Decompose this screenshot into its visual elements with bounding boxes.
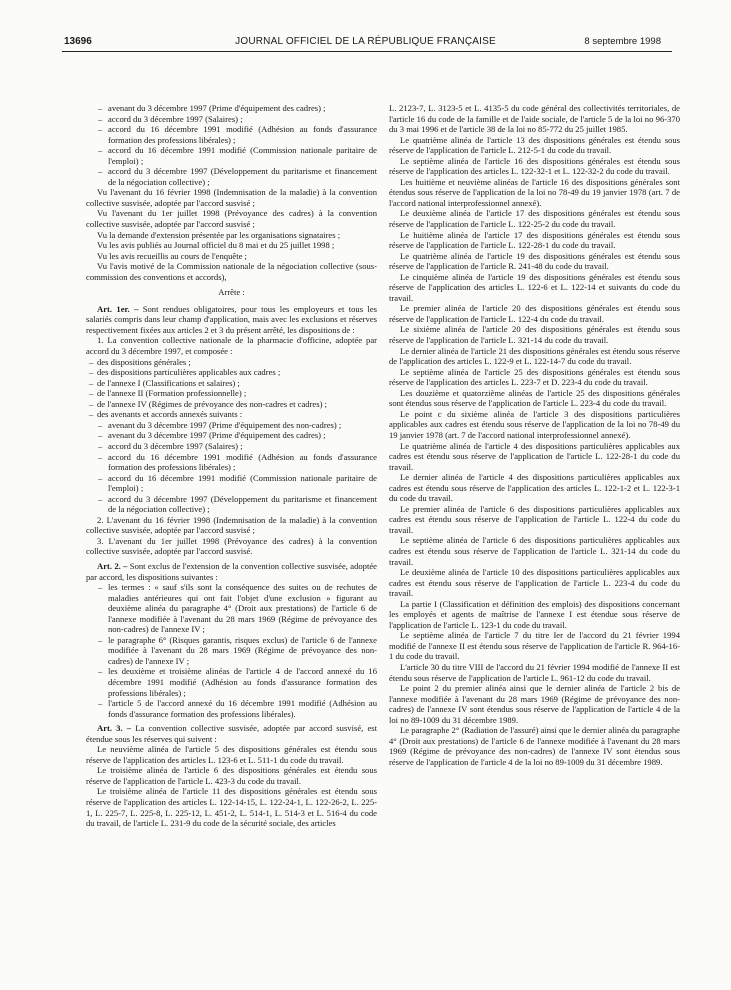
list-item <box>86 166 377 187</box>
article-label: Art. 3. – <box>97 723 132 734</box>
dash-marker: – <box>89 377 94 388</box>
list-item-text: des avenants et accords annexés suivants : <box>97 409 243 420</box>
dash-marker: – <box>98 582 103 593</box>
list-item <box>86 409 377 420</box>
dash-marker: – <box>89 409 94 420</box>
paragraph: Le paragraphe 2° (Radiation de l'assuré) ainsi que le dernier alinéa du paragraphe 4° (Droit aux prestations) de l'article 6 de l'annexe modifiée à l'avenant du 28 mars 1969 (Régime de prévoyance des non-cadres) de l'annexe IV sont étendus sous réserve de l'application de l'article 4 de la loi no 89-1009 du 31 décembre 1989. <box>389 725 680 767</box>
paragraph: Le quatrième alinéa de l'article 4 des dispositions particulières applicables aux cadres est étendu sous réserve de l'application de l'article L. 122-28-1 du code du travail. <box>389 440 680 472</box>
dash-marker: – <box>98 666 103 677</box>
list-item <box>86 666 377 698</box>
dash-marker: – <box>98 419 103 430</box>
paragraph: Le huitième alinéa de l'article 17 des dispositions générales est étendu sous réserve de l'application de l'article L. 122-28-1 du code du travail. <box>389 229 680 251</box>
paragraph: Les huitième et neuvième alinéas de l'article 16 des dispositions générales sont étendus sous réserve de l'application de la loi no 78-49 du 19 janvier 1978 (art. 7 de l'accord national interprofessionnel annexé). <box>389 176 680 208</box>
paragraph: Vu l'avenant du 1er juillet 1998 (Prévoyance des cadres) à la convention collective susvisée, adoptée par l'accord susvisé ; <box>86 208 377 230</box>
list-item-text: accord du 16 décembre 1991 modifié (Commission nationale paritaire de l'emploi) ; <box>108 145 377 166</box>
list-item <box>86 378 377 389</box>
paragraph: L'article 30 du titre VIII de l'accord du 21 février 1994 modifié de l'annexe II est étendu sous réserve de l'application de l'article L. 961-12 du code du travail. <box>389 661 680 683</box>
paragraph: Le deuxième alinéa de l'article 17 des dispositions générales est étendu sous réserve de l'application de l'article L. 122-25-2 du code du travail. <box>389 208 680 230</box>
article-label: Art. 2. – <box>97 560 128 571</box>
article-paragraph <box>86 304 377 336</box>
list-item-text: accord du 3 décembre 1997 (Développement du paritarisme et financement de la négociation collective) ; <box>108 493 377 515</box>
dash-marker: – <box>98 430 103 441</box>
list-item <box>86 441 377 452</box>
article-text: Sont exclus de l'extension de la convention collective susvisée, adoptée par accord, les dispositions suivantes : <box>86 560 377 582</box>
paragraph: Le quatrième alinéa de l'article 13 des dispositions générales est étendu sous réserve de l'application de l'article L. 212-5-1 du code du travail. <box>389 134 680 156</box>
paragraph: Le septième alinéa de l'article 16 des dispositions générales est étendu sous réserve de l'application des articles L. 122-32-1 et L. 122-32-2 du code du travail. <box>389 155 680 177</box>
list-item <box>86 452 377 473</box>
page-number: 13696 <box>64 36 92 47</box>
paragraph: 1. La convention collective nationale de la pharmacie d'officine, adoptée par accord du 3 décembre 1997, et composée : <box>86 335 377 357</box>
paragraph: Le cinquième alinéa de l'article 19 des dispositions générales est étendu sous réserve de l'application des articles L. 122-6 et L. 122-14 et suivants du code du travail. <box>389 271 680 303</box>
dash-marker: – <box>98 472 103 483</box>
paragraph: Le septième alinéa de l'article 6 des dispositions particulières applicables aux cadres est étendu sous réserve de l'application de l'article L. 321-14 du code du travail. <box>389 535 680 567</box>
list-item-text: accord du 3 décembre 1997 (Salaires) ; <box>108 113 243 124</box>
list-item-text: accord du 3 décembre 1997 (Salaires) ; <box>108 440 243 451</box>
paragraph: Le premier alinéa de l'article 6 des dispositions particulières applicables aux cadres est étendu sous réserve de l'application de l'article L. 122-4 du code du travail. <box>389 503 680 535</box>
decree-heading: Arrête : <box>218 287 245 298</box>
list-item <box>86 399 377 410</box>
article-paragraph <box>86 561 377 582</box>
list-item-text: de l'annexe IV (Régimes de prévoyance des non-cadres et cadres) ; <box>97 398 327 409</box>
dash-marker: – <box>89 398 94 409</box>
list-item-text: avenant du 3 décembre 1997 (Prime d'équipement des non-cadres) ; <box>108 419 342 430</box>
dash-marker: – <box>89 356 94 367</box>
page-header <box>0 36 731 52</box>
list-item-text: avenant du 3 décembre 1997 (Prime d'équipement des cadres) ; <box>108 430 326 441</box>
article-text: La convention collective susvisée, adoptée par accord susvisé, est étendue sous les réserves qui suivent : <box>86 723 377 744</box>
dash-marker: – <box>98 145 103 156</box>
list-item <box>86 145 377 166</box>
article-text: Sont rendues obligatoires, pour tous les employeurs et tous les salariés compris dans leur champ d'application, mais avec les exclusions et réserves respectivement fixées aux articles 2 et 3 du présent arrêté, les dispositions de : <box>86 303 377 335</box>
list-item-text: les termes : « sauf s'ils sont la conséquence des suites ou de rechutes de maladies antérieures qui ont fait l'objet d'une exclusion » figurant au deuxième alinéa du paragraphe 4° (Droit aux prestations) de l'article 6 de l'annexe modifiée à l'avenant du 28 mars 1969 (Régime de prévoyance des non-cadres) de l'annexe IV ; <box>108 582 377 635</box>
list-item <box>86 635 377 667</box>
list-item-text: le paragraphe 6° (Risques garantis, risques exclus) de l'article 6 de l'annexe modifiée à l'avenant du 28 mars 1969 (Régime de prévoyance des non-cadres) de l'annexe IV ; <box>108 634 377 666</box>
paragraph: Le sixième alinéa de l'article 20 des dispositions générales est étendu sous réserve de l'application de l'article L. 321-14 du code du travail. <box>389 324 680 346</box>
dash-marker: – <box>98 166 103 177</box>
left-column <box>86 103 377 829</box>
paragraph: Vu l'avis motivé de la Commission nationale de la négociation collective (sous-commission des conventions et accords), <box>86 261 377 282</box>
article-label: Art. 1er. – <box>97 303 139 314</box>
paragraph: Le deuxième alinéa de l'article 10 des dispositions particulières applicables aux cadres est étendu sous réserve de l'application de l'article L. 223-4 du code du travail. <box>389 567 680 599</box>
dash-marker: – <box>98 103 103 113</box>
paragraph: 2. L'avenant du 16 février 1998 (Indemnisation de la maladie) à la convention collective susvisée, adoptée par l'accord susvisé ; <box>86 514 377 536</box>
list-item <box>86 124 377 145</box>
publication-date: 8 septembre 1998 <box>584 36 661 47</box>
dash-marker: – <box>89 388 94 399</box>
paragraph-continuation: L. 2123-7, L. 3123-5 et L. 4135-5 du code général des collectivités territoriales, de l'article 16 du code de la famille et de l'aide sociale, de l'article 5 de la loi no 96-370 du 3 mai 1996 et de l'article 38 de la loi no 85-772 du 25 juillet 1985. <box>389 103 680 135</box>
paragraph: Vu la demande d'extension présentée par les organisations signataires ; <box>97 229 341 240</box>
paragraph: Vu l'avenant du 16 février 1998 (Indemnisation de la maladie) à la convention collective susvisée, adoptée par l'accord susvisé ; <box>86 187 377 208</box>
dash-marker: – <box>98 440 103 451</box>
list-item-text: accord du 16 décembre 1991 modifié (Adhésion au fonds d'assurance formation des professions libérales) ; <box>108 451 377 473</box>
list-item-text: les deuxième et troisième alinéas de l'article 4 de l'accord annexé du 16 décembre 1991 modifié (Adhésion au fonds d'assurance formation des professions libérales) ; <box>108 666 377 698</box>
list-item <box>86 388 377 399</box>
list-item <box>86 698 377 719</box>
dash-marker: – <box>98 124 103 135</box>
list-item <box>86 357 377 368</box>
list-item <box>86 430 377 441</box>
dash-marker: – <box>98 113 103 124</box>
article-paragraph <box>86 723 377 744</box>
list-item-text: accord du 16 décembre 1991 modifié (Adhésion au fonds d'assurance formation des professions libérales) ; <box>108 124 377 145</box>
paragraph: Le neuvième alinéa de l'article 5 des dispositions générales est étendu sous réserve de l'application des articles L. 123-6 et L. 511-1 du code du travail. <box>86 744 377 765</box>
paragraph: Le dernier alinéa de l'article 4 des dispositions particulières applicables aux cadres est étendu sous réserve de l'application des articles L. 122-1-2 et L. 122-3-1 du code du travail. <box>389 472 680 504</box>
list-item <box>86 103 377 114</box>
list-item <box>86 582 377 635</box>
paragraph: Le troisième alinéa de l'article 11 des dispositions générales est étendu sous réserve de l'application des articles L. 122-14-15, L. 122-24-1, L. 122-26-2, L. 225-1, L. 225-7, L. 225-8, L. 225-12, L. 451-2, L. 514-1, L. 514-3 et L. 516-4 du code du travail, de l'article L. 231-9 du code de la sécurité sociale, des articles <box>86 786 377 829</box>
list-item-text: de l'annexe I (Classifications et salaires) ; <box>97 377 240 388</box>
list-item-text: de l'annexe II (Formation professionnelle) ; <box>97 388 247 399</box>
dash-marker: – <box>98 634 103 645</box>
paragraph: Le point c du sixième alinéa de l'article 3 des dispositions particulières applicables aux cadres est étendu sous réserve de l'application de la loi no 78-49 du 19 janvier 1978 (art. 7 de l'accord national interprofessionnel annexé). <box>389 408 680 440</box>
paragraph: Le quatrième alinéa de l'article 19 des dispositions générales est étendu sous réserve de l'application de l'article R. 241-48 du code du travail. <box>389 250 680 272</box>
list-item <box>86 494 377 515</box>
list-item-text: accord du 16 décembre 1991 modifié (Commission nationale paritaire de l'emploi) ; <box>108 472 377 494</box>
list-item-text: l'article 5 de l'accord annexé du 16 décembre 1991 modifié (Adhésion au fonds d'assurance formation des professions libérales). <box>108 698 377 719</box>
dash-marker: – <box>98 698 103 709</box>
list-item-text: des dispositions particulières applicables aux cadres ; <box>97 367 281 378</box>
list-item-text: accord du 3 décembre 1997 (Développement du paritarisme et financement de la négociation collective) ; <box>108 166 377 187</box>
dash-marker: – <box>98 493 103 504</box>
journal-title: JOURNAL OFFICIEL DE LA RÉPUBLIQUE FRANÇAISE <box>235 36 496 47</box>
right-column <box>389 103 680 767</box>
list-item <box>86 473 377 494</box>
paragraph: Vu les avis publiés au Journal officiel du 8 mai et du 25 juillet 1998 ; <box>97 240 335 251</box>
list-item <box>86 114 377 125</box>
dash-marker: – <box>89 367 94 378</box>
paragraph: La partie I (Classification et définition des emplois) des dispositions concernant les employés et agents de maîtrise de l'annexe I est étendue sous réserve de l'application de l'article L. 123-1 du code du travail. <box>389 598 680 630</box>
paragraph: Les douzième et quatorzième alinéas de l'article 25 des dispositions générales sont étendus sous réserve de l'application de l'article L. 223-4 du code du travail. <box>389 387 680 409</box>
dash-marker: – <box>98 451 103 462</box>
paragraph: Le point 2 du premier alinéa ainsi que le dernier alinéa de l'article 2 bis de l'annexe modifiée à l'avenant du 28 mars 1969 (Régime de prévoyance des non-cadres) de l'annexe IV sont étendus sous réserve de l'application de l'article 4 de la loi no 89-1009 du 31 décembre 1989. <box>389 683 680 725</box>
header-rule <box>62 51 672 52</box>
paragraph: Le dernier alinéa de l'article 21 des dispositions générales est étendu sous réserve de l'application des articles L. 122-9 et L. 122-14-7 du code du travail. <box>389 345 680 367</box>
list-item-text: avenant du 3 décembre 1997 (Prime d'équipement des cadres) ; <box>108 103 326 113</box>
paragraph: Le septième alinéa de l'article 25 des dispositions générales est étendu sous réserve de l'application des articles L. 223-7 et D. 223-4 du code du travail. <box>389 366 680 388</box>
paragraph: Le septième alinéa de l'article 7 du titre Ier de l'accord du 21 février 1994 modifié de l'annexe II est étendu sous réserve de l'application de l'article R. 964-16-1 du code du travail. <box>389 630 680 662</box>
list-item <box>86 367 377 378</box>
list-item <box>86 420 377 431</box>
paragraph: 3. L'avenant du 1er juillet 1998 (Prévoyance des cadres) à la convention collective susvisée, adoptée par l'accord susvisé. <box>86 535 377 557</box>
paragraph: Vu les avis recueillis au cours de l'enquête ; <box>97 250 247 261</box>
paragraph: Le premier alinéa de l'article 20 des dispositions générales est étendu sous réserve de l'application de l'article L. 122-4 du code du travail. <box>389 303 680 324</box>
paragraph: Le troisième alinéa de l'article 6 des dispositions générales est étendu sous réserve de l'application de l'article L. 423-3 du code du travail. <box>86 765 377 786</box>
list-item-text: des dispositions générales ; <box>97 356 191 367</box>
